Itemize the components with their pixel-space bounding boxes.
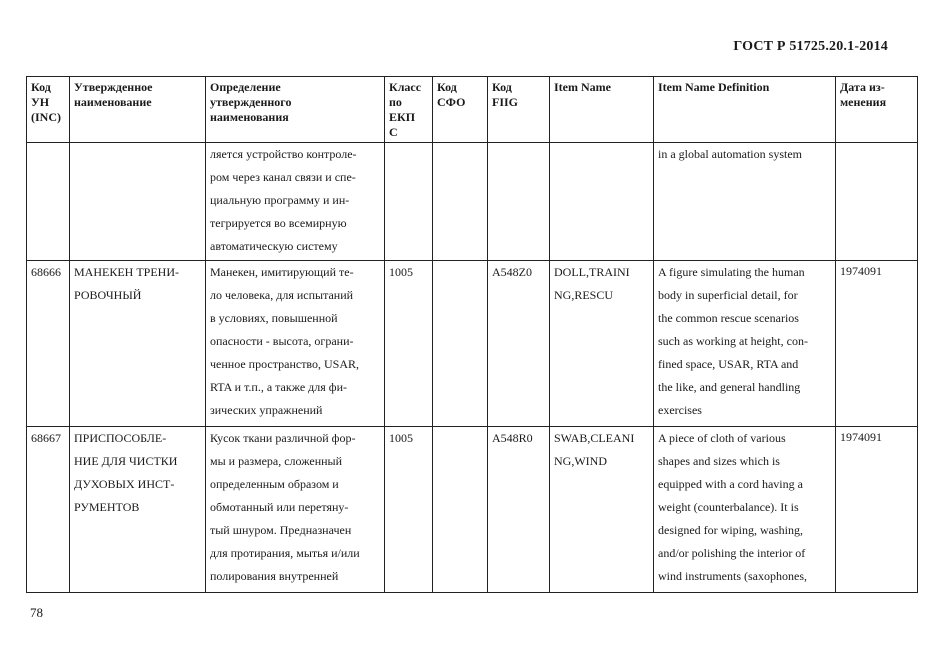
cell-class bbox=[385, 143, 433, 261]
cell-item-definition: A figure simulating the human body in superficial detail, for the common rescue scenarios such as working at height, con- fined space, USAR, RTA and the like, and general handling exercises bbox=[654, 261, 836, 427]
table-header-row bbox=[27, 77, 918, 143]
cell-fiig: A548R0 bbox=[488, 427, 550, 593]
cell-code: 68666 bbox=[27, 261, 70, 427]
cell-date: 1974091 bbox=[836, 261, 918, 427]
table-row bbox=[27, 143, 918, 261]
cell-item-definition: in a global automation system bbox=[654, 143, 836, 261]
header-class: Класс по ЕКП С bbox=[385, 77, 433, 143]
header-item-name: Item Name bbox=[550, 77, 654, 143]
cell-item-name bbox=[550, 143, 654, 261]
header-definition: Определение утвержденного наименования bbox=[206, 77, 385, 143]
table-row bbox=[27, 261, 918, 427]
cell-sfo bbox=[433, 427, 488, 593]
cell-definition: ляется устройство контроле- ром через канал связи и спе- циальную программу и ин- тегрируется во всемирную автоматическую систему bbox=[206, 143, 385, 261]
cell-item-definition: A piece of cloth of various shapes and sizes which is equipped with a cord having a weight (counterbalance). It is designed for wiping, washing, and/or polishing the interior of wind instruments (saxophones, bbox=[654, 427, 836, 593]
cell-date: 1974091 bbox=[836, 427, 918, 593]
cell-code: 68667 bbox=[27, 427, 70, 593]
cell-definition: Манекен, имитирующий те- ло человека, для испытаний в условиях, повышенной опасности - высота, ограни- ченное пространство, USAR, RTA и т.п., а также для фи- зических упражнений bbox=[206, 261, 385, 427]
document-code: ГОСТ Р 51725.20.1-2014 bbox=[733, 39, 888, 54]
cell-item-name: SWAB,CLEANI NG,WIND bbox=[550, 427, 654, 593]
header-inc-code: Код УН (INC) bbox=[27, 77, 70, 143]
classification-table bbox=[26, 76, 918, 593]
cell-name: ПРИСПОСОБЛЕ- НИЕ ДЛЯ ЧИСТКИ ДУХОВЫХ ИНСТ- РУМЕНТОВ bbox=[70, 427, 206, 593]
cell-item-name: DOLL,TRAINI NG,RESCU bbox=[550, 261, 654, 427]
cell-date bbox=[836, 143, 918, 261]
cell-fiig: A548Z0 bbox=[488, 261, 550, 427]
cell-sfo bbox=[433, 143, 488, 261]
header-item-name-definition: Item Name Definition bbox=[654, 77, 836, 143]
header-fiig-code: Код FIIG bbox=[488, 77, 550, 143]
cell-class: 1005 bbox=[385, 261, 433, 427]
header-sfo-code: Код СФО bbox=[433, 77, 488, 143]
header-approved-name: Утвержденное наименование bbox=[70, 77, 206, 143]
cell-sfo bbox=[433, 261, 488, 427]
cell-definition: Кусок ткани различной фор- мы и размера, сложенный определенным образом и обмотанный или перетяну- тый шнуром. Предназначен для протирания, мытья и/или полирования внутренней bbox=[206, 427, 385, 593]
cell-name bbox=[70, 143, 206, 261]
cell-class: 1005 bbox=[385, 427, 433, 593]
table-row bbox=[27, 427, 918, 593]
header-change-date: Дата из- менения bbox=[836, 77, 918, 143]
cell-name: МАНЕКЕН ТРЕНИ- РОВОЧНЫЙ bbox=[70, 261, 206, 427]
cell-fiig bbox=[488, 143, 550, 261]
page-number: 78 bbox=[30, 605, 43, 620]
cell-code bbox=[27, 143, 70, 261]
